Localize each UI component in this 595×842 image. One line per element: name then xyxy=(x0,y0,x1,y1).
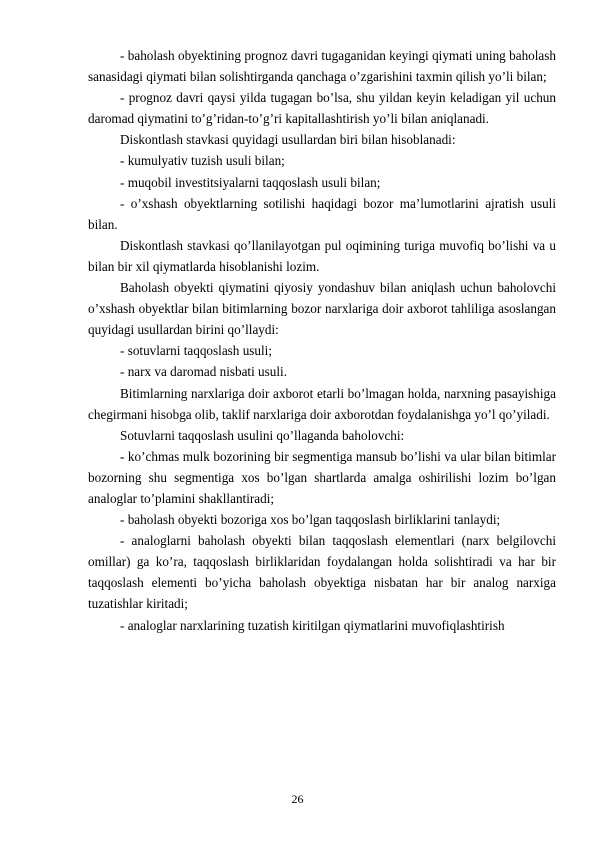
paragraph: Sotuvlarni taqqoslash usulini qo’llaganda baholovchi: xyxy=(120,427,405,443)
page-number: 26 xyxy=(291,792,304,806)
paragraph: Baholash obyekti qiymatini qiyosiy yondashuv bilan aniqlash uchun baholovchi o’xshash obyektlar bilan bitimlarning bozor narxlariga doir axborot tahliliga asoslangan quyidagi usullardan birini qo’llaydi: xyxy=(88,280,556,338)
paragraph: Bitimlarning narxlariga doir axborot etarli bo’lmagan holda, narxning pasayishiga chegirmani hisobga olib, taklif narxlariga doir axborotdan foydalanishga yo’l qo’yiladi. xyxy=(88,385,556,422)
list-item: - analoglar narxlarining tuzatish kiritilgan qiymatlarini muvofiqlashtirish xyxy=(120,617,505,633)
list-item: - analoglarni baholash obyekti bilan taqqoslash elementlari (narx belgilovchi omillar) ga ko’ra, taqqoslash birliklaridan foydalangan holda solishtiradi va har bir taqqoslash elementi bo’yicha baholash obyektiga nisbatan har bir analog narxiga tuzatishlar kiritadi; xyxy=(88,533,556,612)
paragraph: Diskontlash stavkasi qo’llanilayotgan pul oqimining turiga muvofiq bo’lishi va u bilan bir xil qiymatlarda hisoblanishi lozim. xyxy=(88,237,556,274)
paragraph: Diskontlash stavkasi quyidagi usullardan biri bilan hisoblanadi: xyxy=(120,132,456,148)
list-item: - sotuvlarni taqqoslash usuli; xyxy=(120,343,273,359)
list-item: - ko’chmas mulk bozorining bir segmentiga mansub bo’lishi va ular bilan bitimlar bozorning shu segmentiga xos bo’lgan shartlarda amalga oshirilishi lozim bo’lgan analoglar to’plamini shakllantiradi; xyxy=(88,448,556,506)
list-item: - o’xshash obyektlarning sotilishi haqidagi bozor ma’lumotlarini ajratish usuli bilan. xyxy=(88,195,556,232)
list-item: - baholash obyekti bozoriga xos bo’lgan taqqoslash birliklarini tanlaydi; xyxy=(120,512,501,528)
paragraph: - baholash obyektining prognoz davri tugaganidan keyingi qiymati uning baholash sanasidagi qiymati bilan solishtirganda qanchaga o’zgarishini taxmin qilish yo’li bilan; xyxy=(88,48,556,85)
list-item: - kumulyativ tuzish usuli bilan; xyxy=(120,153,285,169)
list-item: - narx va daromad nisbati usuli. xyxy=(120,364,288,380)
page-body xyxy=(88,45,556,636)
list-item: - muqobil investitsiyalarni taqqoslash usuli bilan; xyxy=(120,174,381,190)
paragraph: - prognoz davri qaysi yilda tugagan bo’lsa, shu yildan keyin keladigan yil uchun daromad qiymatini to’g’ridan-to’g’ri kapitallashtirish yo’li bilan aniqlanadi. xyxy=(88,90,556,127)
